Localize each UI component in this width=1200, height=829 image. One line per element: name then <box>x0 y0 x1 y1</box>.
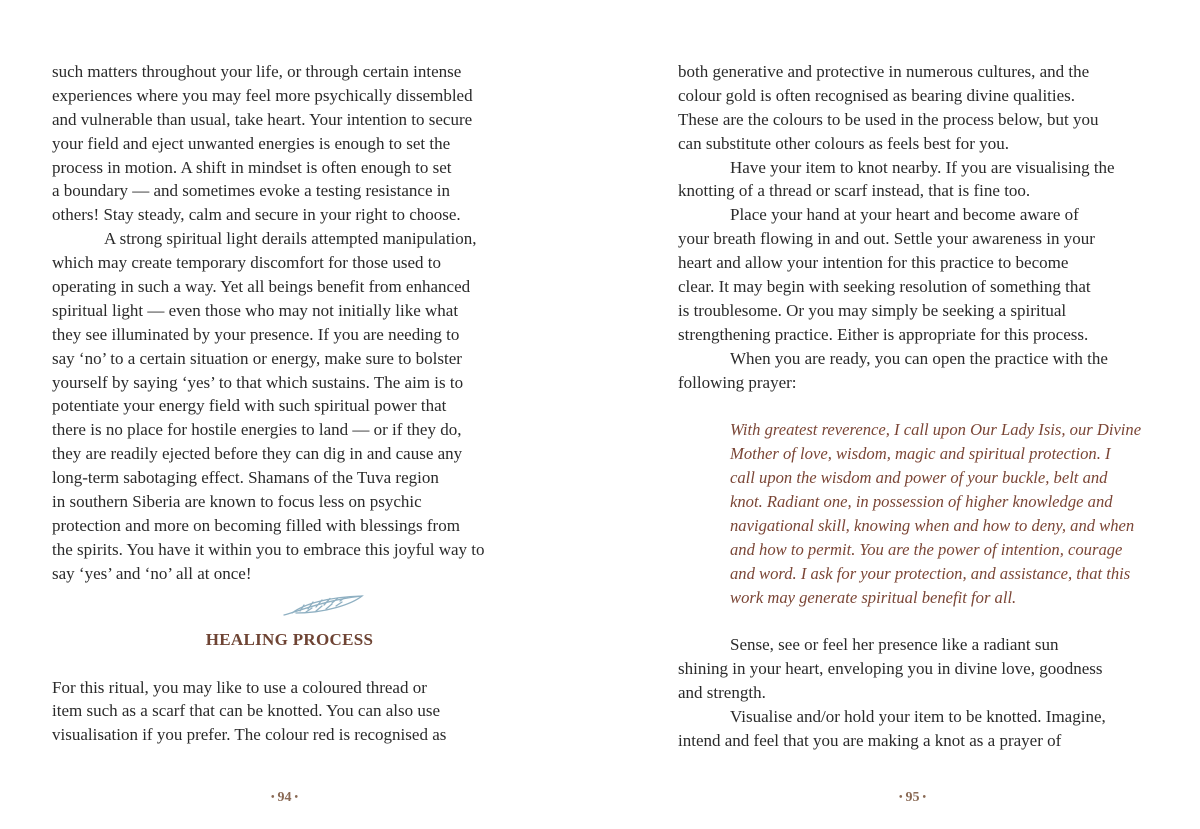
text-line: Place your hand at your heart and become aware of <box>730 205 1079 225</box>
text-line: say ‘yes’ and ‘no’ all at once! <box>52 563 252 583</box>
prayer-line: navigational skill, knowing when and how to deny, and when <box>730 515 1135 535</box>
text-line: heart and allow your intention for this practice to become <box>678 253 1069 273</box>
text-line: knotting of a thread or scarf instead, that is fine too. <box>678 181 1031 201</box>
text-line: strengthening practice. Either is appropriate for this process. <box>678 324 1089 344</box>
text-line: a boundary — and sometimes evoke a testing resistance in <box>52 181 450 201</box>
text-line: yourself by saying ‘yes’ to that which sustains. The aim is to <box>52 372 464 392</box>
text-line: process in motion. A shift in mindset is often enough to set <box>52 157 452 177</box>
section-heading: HEALING PROCESS <box>205 629 374 649</box>
text-line: long-term sabotaging effect. Shamans of the Tuva region <box>52 468 439 488</box>
text-line: These are the colours to be used in the process below, but you <box>678 109 1099 129</box>
right-paragraph-1 <box>678 60 1153 156</box>
prayer-line: call upon the wisdom and power of your buckle, belt and <box>730 468 1108 488</box>
text-line: following prayer: <box>678 372 797 392</box>
text-line: and vulnerable than usual, take heart. Your intention to secure <box>52 109 473 129</box>
text-line: intend and feel that you are making a knot as a prayer of <box>678 730 1062 750</box>
feather-icon <box>282 594 366 618</box>
text-line: there is no place for hostile energies to land — or if they do, <box>52 420 462 440</box>
bullet: • <box>271 792 275 804</box>
text-line: item such as a scarf that can be knotted. You can also use <box>52 701 441 721</box>
text-line: can substitute other colours as feels best for you. <box>678 133 1009 153</box>
right-paragraph-5 <box>678 633 1153 705</box>
prayer-line: and word. I ask for your protection, and assistance, that this <box>730 563 1131 583</box>
prayer-line: Mother of love, wisdom, magic and spiritual protection. I <box>730 444 1111 464</box>
text-line: Sense, see or feel her presence like a radiant sun <box>730 635 1059 655</box>
text-line: When you are ready, you can open the practice with the <box>730 348 1108 368</box>
text-line: potentiate your energy field with such spiritual power that <box>52 396 447 416</box>
right-paragraph-6 <box>678 705 1153 753</box>
bullet: • <box>899 792 903 804</box>
page-number: 94 <box>277 790 292 805</box>
text-line: which may create temporary discomfort for those used to <box>52 253 441 273</box>
text-line: they see illuminated by your presence. If you are needing to <box>52 324 460 344</box>
text-line: Visualise and/or hold your item to be knotted. Imagine, <box>730 707 1106 727</box>
bullet: • <box>294 792 299 804</box>
text-line: both generative and protective in numerous cultures, and the <box>678 62 1090 81</box>
text-line: is troublesome. Or you may simply be seeking a spiritual <box>678 300 1067 320</box>
page-number: 95 <box>905 790 920 805</box>
text-line: your breath flowing in and out. Settle your awareness in your <box>678 229 1095 249</box>
text-line: clear. It may begin with seeking resolution of something that <box>678 277 1091 297</box>
text-line: spiritual light — even those who may not initially like what <box>52 300 459 320</box>
prayer-line: With greatest reverence, I call upon Our Lady Isis, our Divine <box>730 420 1142 440</box>
prayer-block <box>678 418 1153 609</box>
page-number-right <box>896 790 929 806</box>
text-line: colour gold is often recognised as bearing divine qualities. <box>678 85 1076 105</box>
text-line: Have your item to knot nearby. If you are visualising the <box>730 157 1115 177</box>
text-line: shining in your heart, enveloping you in divine love, goodness <box>678 659 1103 679</box>
right-paragraph-3 <box>678 203 1153 346</box>
feather-ornament <box>52 594 527 620</box>
page-number-left <box>268 790 301 806</box>
left-paragraph-3 <box>52 676 527 748</box>
text-line: others! Stay steady, calm and secure in your right to choose. <box>52 205 461 225</box>
text-line: and strength. <box>678 683 766 703</box>
prayer-line: and how to permit. You are the power of intention, courage <box>730 539 1123 559</box>
left-page <box>52 60 527 747</box>
text-line: such matters throughout your life, or through certain intense <box>52 62 462 81</box>
right-paragraph-2 <box>678 156 1153 204</box>
text-line: they are readily ejected before they can dig in and cause any <box>52 444 463 464</box>
text-line: operating in such a way. Yet all beings benefit from enhanced <box>52 277 471 297</box>
left-paragraph-1 <box>52 60 527 227</box>
right-paragraph-4 <box>678 347 1153 395</box>
text-line: visualisation if you prefer. The colour red is recognised as <box>52 725 447 745</box>
text-line: experiences where you may feel more psychically dissembled <box>52 85 473 105</box>
text-line: For this ritual, you may like to use a coloured thread or <box>52 677 427 697</box>
text-line: your field and eject unwanted energies is enough to set the <box>52 133 451 153</box>
text-line: the spirits. You have it within you to embrace this joyful way to <box>52 539 485 559</box>
text-line: in southern Siberia are known to focus less on psychic <box>52 492 422 512</box>
text-line: A strong spiritual light derails attempted manipulation, <box>104 229 477 249</box>
text-line: say ‘no’ to a certain situation or energy, make sure to bolster <box>52 348 462 368</box>
prayer-line: knot. Radiant one, in possession of higher knowledge and <box>730 492 1113 512</box>
right-page <box>678 60 1153 753</box>
bullet: • <box>922 792 927 804</box>
text-line: protection and more on becoming filled with blessings from <box>52 515 460 535</box>
prayer-line: work may generate spiritual benefit for all. <box>730 587 1017 607</box>
left-paragraph-2 <box>52 227 527 585</box>
